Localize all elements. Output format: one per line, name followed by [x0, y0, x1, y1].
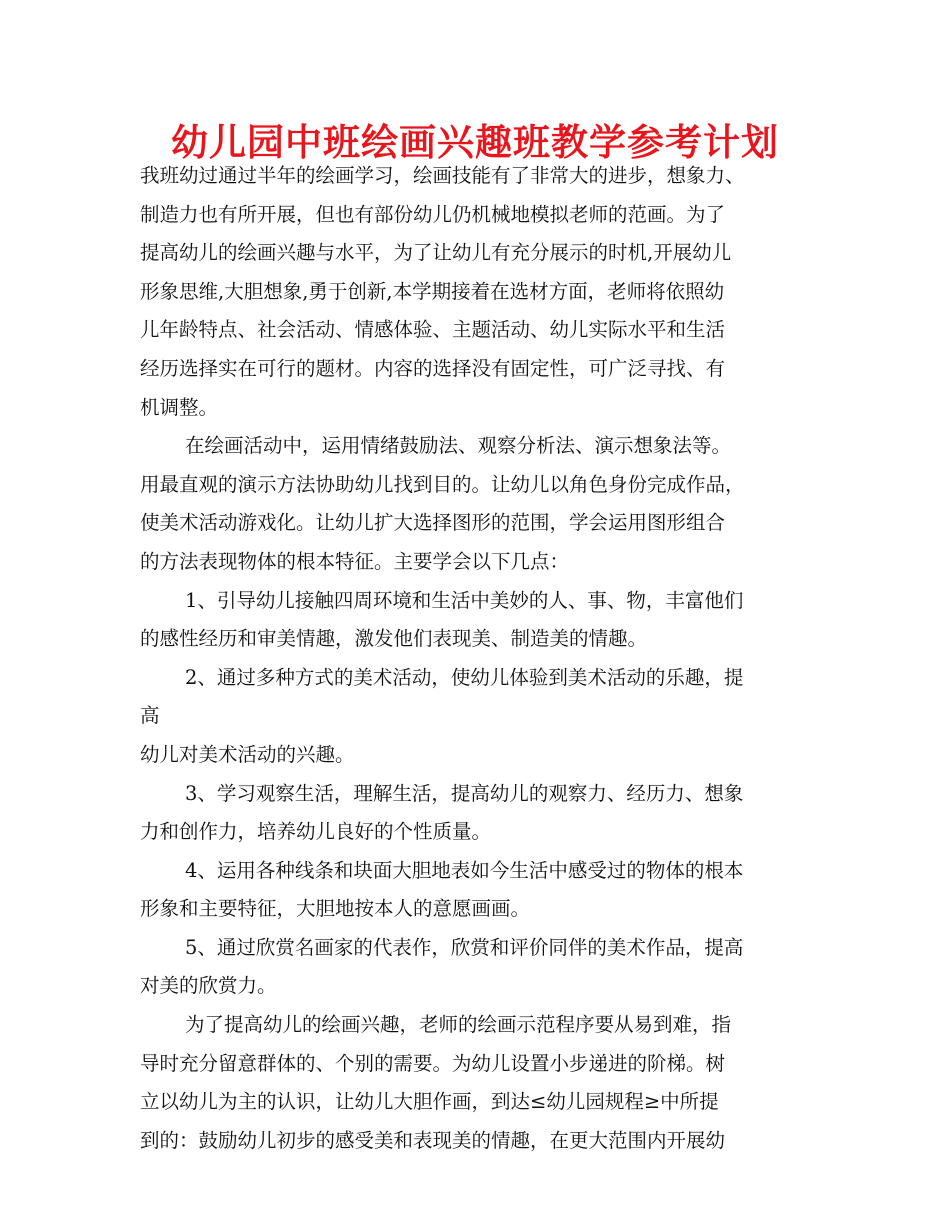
body-line: 形象和主要特征，大胆地按本人的意愿画画。	[140, 897, 531, 921]
document-body	[140, 157, 830, 1160]
body-line: 高	[140, 704, 160, 728]
list-item-line: 1、引导幼儿接触四周环境和生活中美妙的人、事、物，丰富他们	[185, 588, 744, 612]
body-line: 对美的欣赏力。	[140, 974, 277, 998]
list-item-line: 5、通过欣赏名画家的代表作，欣赏和评价同伴的美术作品，提高	[185, 935, 744, 959]
body-line: 用最直观的演示方法协助幼儿找到目的。让幼儿以角色身份完成作品，	[140, 472, 745, 496]
body-line: 为了提高幼儿的绘画兴趣，老师的绘画示范程序要从易到难，指	[185, 1013, 732, 1037]
list-item-line: 2、通过多种方式的美术活动，使幼儿体验到美术活动的乐趣，提	[185, 665, 744, 689]
body-line: 制造力也有所开展，但也有部份幼儿仍机械地模拟老师的范画。为了	[140, 202, 726, 226]
body-line: 形象思维,大胆想象,勇于创新,本学期接着在选材方面，老师将依照幼	[140, 279, 725, 303]
body-line: 提高幼儿的绘画兴趣与水平，为了让幼儿有充分展示的时机,开展幼儿	[140, 241, 732, 265]
body-line: 的感性经历和审美情趣，激发他们表现美、制造美的情趣。	[140, 627, 648, 651]
list-item-line: 3、学习观察生活，理解生活，提高幼儿的观察力、经历力、想象	[185, 781, 744, 805]
body-line: 使美术活动游戏化。让幼儿扩大选择图形的范围，学会运用图形组合	[140, 511, 726, 535]
list-item-line: 4、运用各种线条和块面大胆地表如今生活中感受过的物体的根本	[185, 858, 744, 882]
body-line: 立以幼儿为主的认识，让幼儿大胆作画，到达≤幼儿园规程≥中所提	[140, 1090, 719, 1114]
body-line: 在绘画活动中，运用情绪鼓励法、观察分析法、演示想象法等。	[185, 434, 732, 458]
body-line: 导时充分留意群体的、个别的需要。为幼儿设置小步递进的阶梯。树	[140, 1051, 726, 1075]
body-line: 儿年龄特点、社会活动、情感体验、主题活动、幼儿实际水平和生活	[140, 318, 726, 342]
body-line: 幼儿对美术活动的兴趣。	[140, 742, 355, 766]
document-title: 幼儿园中班绘画兴趣班教学参考计划	[171, 121, 779, 164]
body-line: 力和创作力，培养幼儿良好的个性质量。	[140, 820, 492, 844]
body-line: 经历选择实在可行的题材。内容的选择没有固定性，可广泛寻找、有	[140, 356, 726, 380]
body-line: 我班幼过通过半年的绘画学习，绘画技能有了非常大的进步，想象力、	[140, 164, 745, 187]
body-line: 机调整。	[140, 395, 219, 419]
body-line: 的方法表现物体的根本特征。主要学会以下几点：	[140, 549, 570, 573]
body-line: 到的：鼓励幼儿初步的感受美和表现美的情趣，在更大范围内开展幼	[140, 1128, 726, 1152]
